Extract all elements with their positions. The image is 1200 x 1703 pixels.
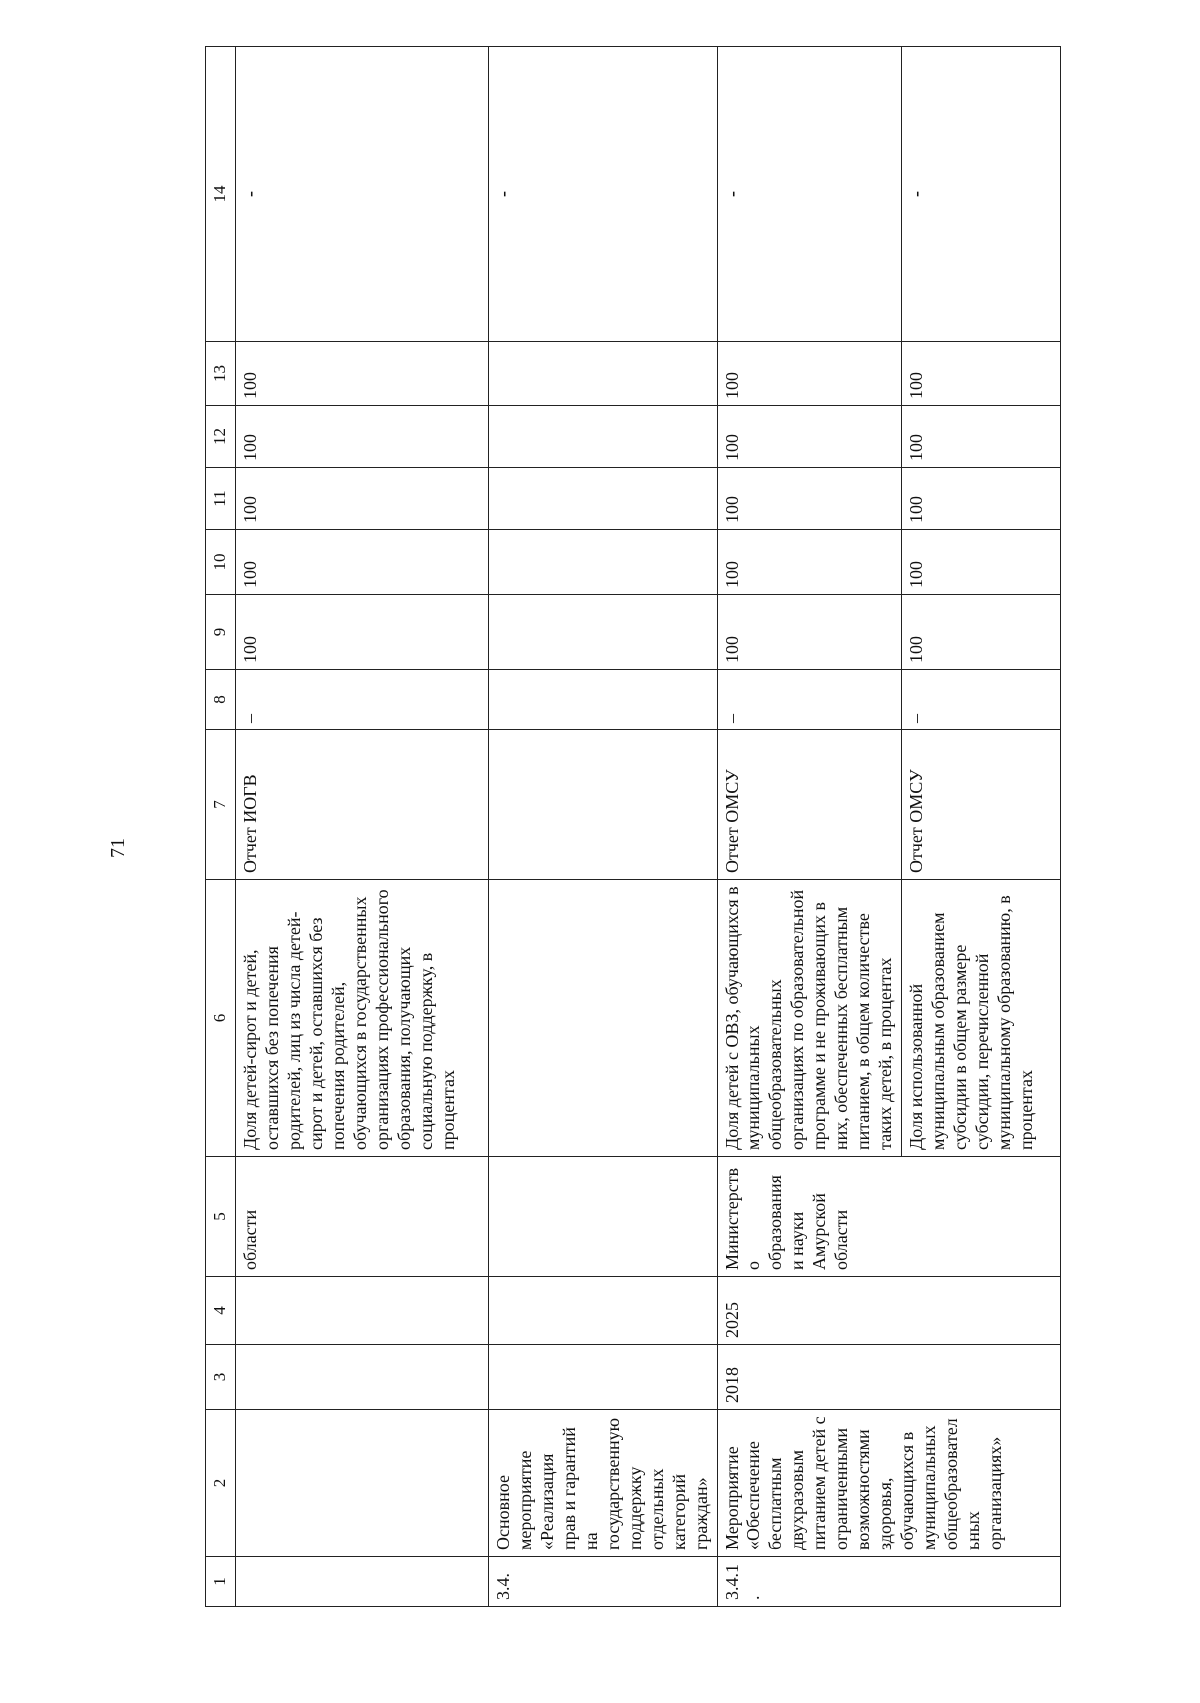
cell-value-10: 100 (717, 530, 902, 595)
cell-value-14: - (717, 47, 902, 342)
cell-source: Отчет ИОГВ (236, 730, 489, 880)
cell-value-13: 100 (236, 342, 489, 406)
cell-value-11: 100 (902, 468, 1061, 530)
cell-value-12: 100 (236, 406, 489, 468)
cell-value-12: 100 (717, 406, 902, 468)
col-header-6: 6 (206, 880, 236, 1157)
cell-number: 3.4. (489, 1557, 718, 1607)
data-table (205, 46, 1061, 1607)
cell-indicator: Доля детей с ОВЗ, обучающихся в муниципальных общеобразовательных организациях по образовательной программе и не проживающих в них, обеспеченных бесплатным питанием, в общем количестве таких детей, в процентах (717, 880, 902, 1157)
cell-executor: области (236, 1157, 489, 1277)
cell-value-8 (489, 670, 718, 730)
rotated-table-container (205, 47, 1038, 1607)
cell-start-year (489, 1345, 718, 1410)
cell-value-11: 100 (236, 468, 489, 530)
cell-value-13: 100 (902, 342, 1061, 406)
cell-value-10 (489, 530, 718, 595)
cell-source (489, 730, 718, 880)
cell-value-8: – (236, 670, 489, 730)
cell-value-13: 100 (717, 342, 902, 406)
cell-value-9: 100 (236, 595, 489, 670)
cell-end-year (236, 1277, 489, 1345)
col-header-10: 10 (206, 530, 236, 595)
cell-value-14: - (236, 47, 489, 342)
cell-value-10: 100 (236, 530, 489, 595)
table-row (717, 47, 902, 1607)
cell-value-14: - (902, 47, 1061, 342)
cell-value-9: 100 (717, 595, 902, 670)
cell-value-14: - (489, 47, 718, 342)
cell-number: 3.4.1. (717, 1557, 1061, 1607)
page-number: 71 (107, 838, 129, 858)
col-header-3: 3 (206, 1345, 236, 1410)
col-header-1: 1 (206, 1557, 236, 1607)
col-header-4: 4 (206, 1277, 236, 1345)
col-header-12: 12 (206, 406, 236, 468)
header-row (206, 47, 236, 1607)
cell-number (236, 1557, 489, 1607)
cell-indicator (489, 880, 718, 1157)
cell-value-11 (489, 468, 718, 530)
cell-value-9 (489, 595, 718, 670)
col-header-13: 13 (206, 342, 236, 406)
cell-value-10: 100 (902, 530, 1061, 595)
cell-name (236, 1410, 489, 1557)
cell-value-9: 100 (902, 595, 1061, 670)
cell-start-year (236, 1345, 489, 1410)
col-header-2: 2 (206, 1410, 236, 1557)
cell-end-year: 2025 (717, 1277, 1061, 1345)
cell-source: Отчет ОМСУ (717, 730, 902, 880)
col-header-5: 5 (206, 1157, 236, 1277)
cell-name: Основное мероприятие «Реализация прав и гарантий на государственную поддержку отдельных категорий граждан» (489, 1410, 718, 1557)
cell-value-12: 100 (902, 406, 1061, 468)
cell-executor (489, 1157, 718, 1277)
table-row (489, 47, 718, 1607)
cell-name: Мероприятие «Обеспечение бесплатным двухразовым питанием детей с ограниченными возможностями здоровья, обучающихся в муниципальных общеобразовательных организациях» (717, 1410, 1061, 1557)
col-header-9: 9 (206, 595, 236, 670)
cell-value-11: 100 (717, 468, 902, 530)
cell-end-year (489, 1277, 718, 1345)
cell-indicator: Доля детей-сирот и детей, оставшихся без попечения родителей, лиц из числа детей-сирот и детей, оставшихся без попечения родителей, обучающихся в государственных организациях профессионального образования, получающих социальную поддержку, в процентах (236, 880, 489, 1157)
col-header-8: 8 (206, 670, 236, 730)
cell-value-12 (489, 406, 718, 468)
cell-start-year: 2018 (717, 1345, 1061, 1410)
cell-source: Отчет ОМСУ (902, 730, 1061, 880)
col-header-11: 11 (206, 468, 236, 530)
col-header-7: 7 (206, 730, 236, 880)
col-header-14: 14 (206, 47, 236, 342)
cell-value-13 (489, 342, 718, 406)
table-row (236, 47, 489, 1607)
cell-indicator: Доля использованной муниципальным образованием субсидии в общем размере субсидии, перечисленной муниципальному образованию, в процентах (902, 880, 1061, 1157)
cell-executor: Министерство образования и науки Амурской области (717, 1157, 1061, 1277)
cell-value-8: – (717, 670, 902, 730)
cell-value-8: – (902, 670, 1061, 730)
